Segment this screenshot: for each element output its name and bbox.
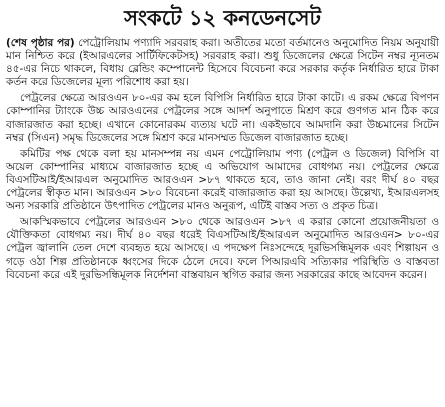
paragraph-1-text: পেট্রোলিয়াম পণ্যাদি সরবরাহ করা। অতীতের মতো বর্তমানেও অনুমোদিত নিয়ম অনুযায়ী মান নিশ্চিত করে (ইআরএলের সার্টিফিকেটসহ) সরবরাহ করা। শুধু ডিজেলের ক্ষেত্রে সিটেন নম্বর ন্যূনতম ৪৫-এর নিচে থাকলে, বিধায় ব্লেন্ডিং কম্পোনেন্ট হিসেবে বিবেচনা করে সরকার কর্তৃক নির্ধারিত হারে টাকা কর্তন করে ডিজেলের মূল্য পরিশোধ করা হয়। (6, 37, 439, 89)
continuation-label: (শেষ পৃষ্ঠার পর) (6, 37, 75, 49)
article-paragraph-4: আকস্মিকভাবে পেট্রলের আরওএন >৮০ থেকে আরওএন >৮৭ এ করার কোনো প্রয়োজনীয়তা ও যৌক্তিকতা বোধগম্য নয়। দীর্ঘ ৪০ বছর ধরেই বিএসটিআই/ইআরএল অনুমোদিত আরওএন> ৮০-এর পেট্রল জ্বালানি তেল দেশে ব্যবহৃত হয়ে আসছে। এ পদক্ষেপ নিঃসন্দেহে দূরভিসন্ধিমূলক এবং শিল্পায়ন ও গড়ে ওঠা শিল্প প্রতিষ্ঠানকে ধ্বংসের দিকে ঠেলে দেবে। ফলে পিআরএবি সত্যিকার পরিস্থিতি ও বাস্তবতা বিবেচনা করে এই দুরভিসন্ধিমূলক নির্দেশনা বাস্তবায়ন স্থগিত করার জন্য সরকারের কাছে আবেদন করেন। (6, 216, 439, 281)
article-paragraph-1 (6, 37, 439, 89)
article-headline: সংকটে ১২ কনডেনসেট (124, 5, 321, 30)
article-paragraph-2: পেট্রলের ক্ষেত্রে আরওএন ৮০-এর কম হলে বিপিসি নির্ধারিত হারে টাকা কাটে। এ রকম ক্ষেত্রে বিপণন কোম্পানির ট্যাংকে উচ্চ আরওএনের পেট্রলের সঙ্গে আদর্শ অনুপাতে মিশ্রণ করে গুণগত মান ঠিক করে বাজারজাত করা হচ্ছে। এখানে কোনোরকম ব্যত্যয় ঘটে না। একইভাবে আমদানি করা উচ্চমানের সিটেন নম্বর (সিএন) সমৃদ্ধ ডিজেলের সঙ্গে মিশ্রণ করে মানসম্মত ডিজেল বাজারজাত হচ্ছে। (6, 92, 439, 144)
article-paragraph-3: কমিটির পক্ষ থেকে বলা হয় মানসম্পন্ন নয় এমন পেট্রোলিয়াম পণ্য (পেট্রল ও ডিজেল) বিপিসি বা অয়েল কোম্পানির মাধ্যমে বাজারজাত হচ্ছে এ অভিযোগ আমাদের বোধগম্য নয়। পেট্রলের ক্ষেত্রে বিএসটিআই/ইআরএল অনুমোদিত আরওএন >৮৭ থাকতে হবে, তাও জানা নেই। বরং দীর্ঘ ৪০ বছর পেট্রলের স্বীকৃত মান। আরওএন >৮০ বিবেচনা করেই বাজারজাত করা হয় আসছে। উল্লেখ্য, ইআরএলসহ অন্য সরকারি প্রতিষ্ঠানে উৎপাদিত পেট্রলের মানও অনুরূপ, এটিই বাস্তব সত্য ও প্রকৃত চিত্র। (6, 147, 439, 213)
